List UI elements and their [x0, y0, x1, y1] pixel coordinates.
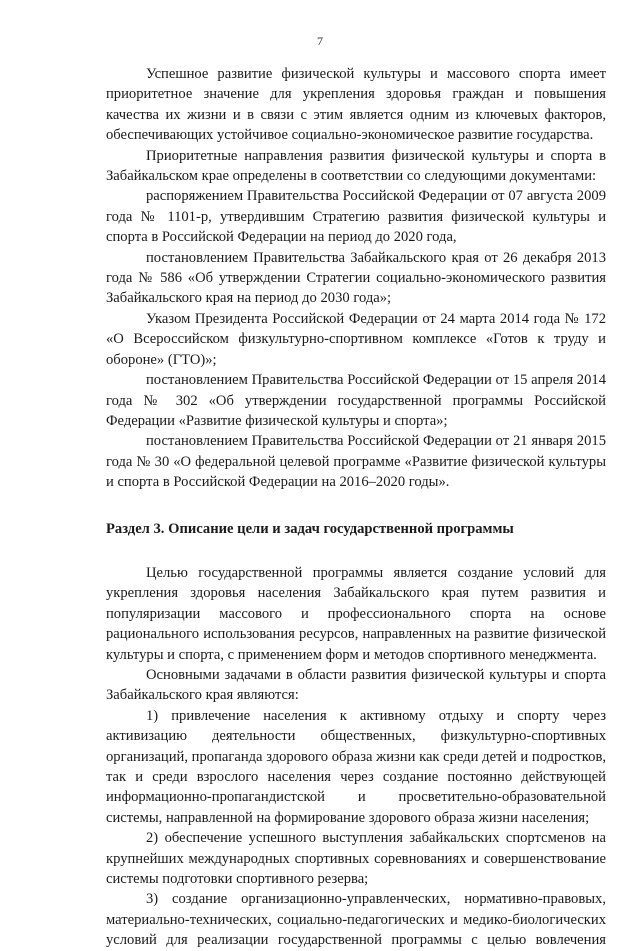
paragraph-doc-strategy-2020: распоряжением Правительства Российской Федерации от 07 августа 2009 года № 1101-р, утвердившим Стратегию развития физической культуры и спорта в Российской Федерации на период до 2020 года, — [106, 188, 606, 246]
list-item-task-3: 3) создание организационно-управленческих, нормативно-правовых, материально-технических, социально-педагогических и медико-биологических условий для реализации государственной программы с целью вовлечения — [106, 891, 606, 949]
paragraph-doc-federal-target-program: постановлением Правительства Российской Федерации от 21 января 2015 года № 30 «О федеральной целевой программе «Развитие физической культуры и спорта в Российской Федерации на 2016–2020 годы». — [106, 433, 606, 491]
paragraph-doc-gto-decree: Указом Президента Российской Федерации от 24 марта 2014 года № 172 «О Всероссийском физкультурно-спортивном комплексе «Готов к труду и обороне» (ГТО)»; — [106, 310, 606, 368]
paragraph-doc-regional-strategy: постановлением Правительства Забайкальского края от 26 декабря 2013 года № 586 «Об утверждении Стратегии социально-экономического развития Забайкальского края на период до 2030 года»; — [106, 249, 606, 307]
paragraph-importance: Успешное развитие физической культуры и массового спорта имеет приоритетное значение для укрепления здоровья граждан и повышения качества их жизни и в связи с этим является одним из ключевых факторов, обеспечивающих устойчивое социально-экономическое развитие государства. — [106, 66, 606, 144]
list-item-task-1: 1) привлечение населения к активному отдыху и спорту через активизацию деятельности общественных, физкультурно-спортивных организаций, пропаганда здорового образа жизни как среди детей и подростков, так и среди взрослого населения через создание постоянно действующей информационно-пропагандистской и просветительно-образовательной системы, направленной на формирование здорового образа жизни населения; — [106, 707, 606, 826]
paragraph-tasks-intro: Основными задачами в области развития физической культуры и спорта Забайкальского края являются: — [106, 666, 606, 704]
paragraph-program-goal: Целью государственной программы является создание условий для укрепления здоровья населения Забайкальского края путем развития и популяризации массового и профессионального спорта на основе рационального использования ресурсов, направленных на развитие физической культуры и спорта, с применением форм и методов спортивного менеджмента. — [106, 564, 606, 663]
page-number: 7 — [317, 34, 323, 48]
paragraph-priorities-intro: Приоритетные направления развития физической культуры и спорта в Забайкальском крае определены в соответствии со следующими документами: — [106, 147, 606, 185]
list-item-task-2: 2) обеспечение успешного выступления забайкальских спортсменов на крупнейших международных спортивных соревнованиях и совершенствование системы подготовки спортивного резерва; — [106, 830, 606, 888]
section-heading: Раздел 3. Описание цели и задач государственной программы — [106, 520, 514, 537]
paragraph-doc-state-program: постановлением Правительства Российской Федерации от 15 апреля 2014 года № 302 «Об утверждении государственной программы Российской Федерации «Развитие физической культуры и спорта»; — [106, 372, 606, 429]
document-body — [106, 64, 606, 951]
